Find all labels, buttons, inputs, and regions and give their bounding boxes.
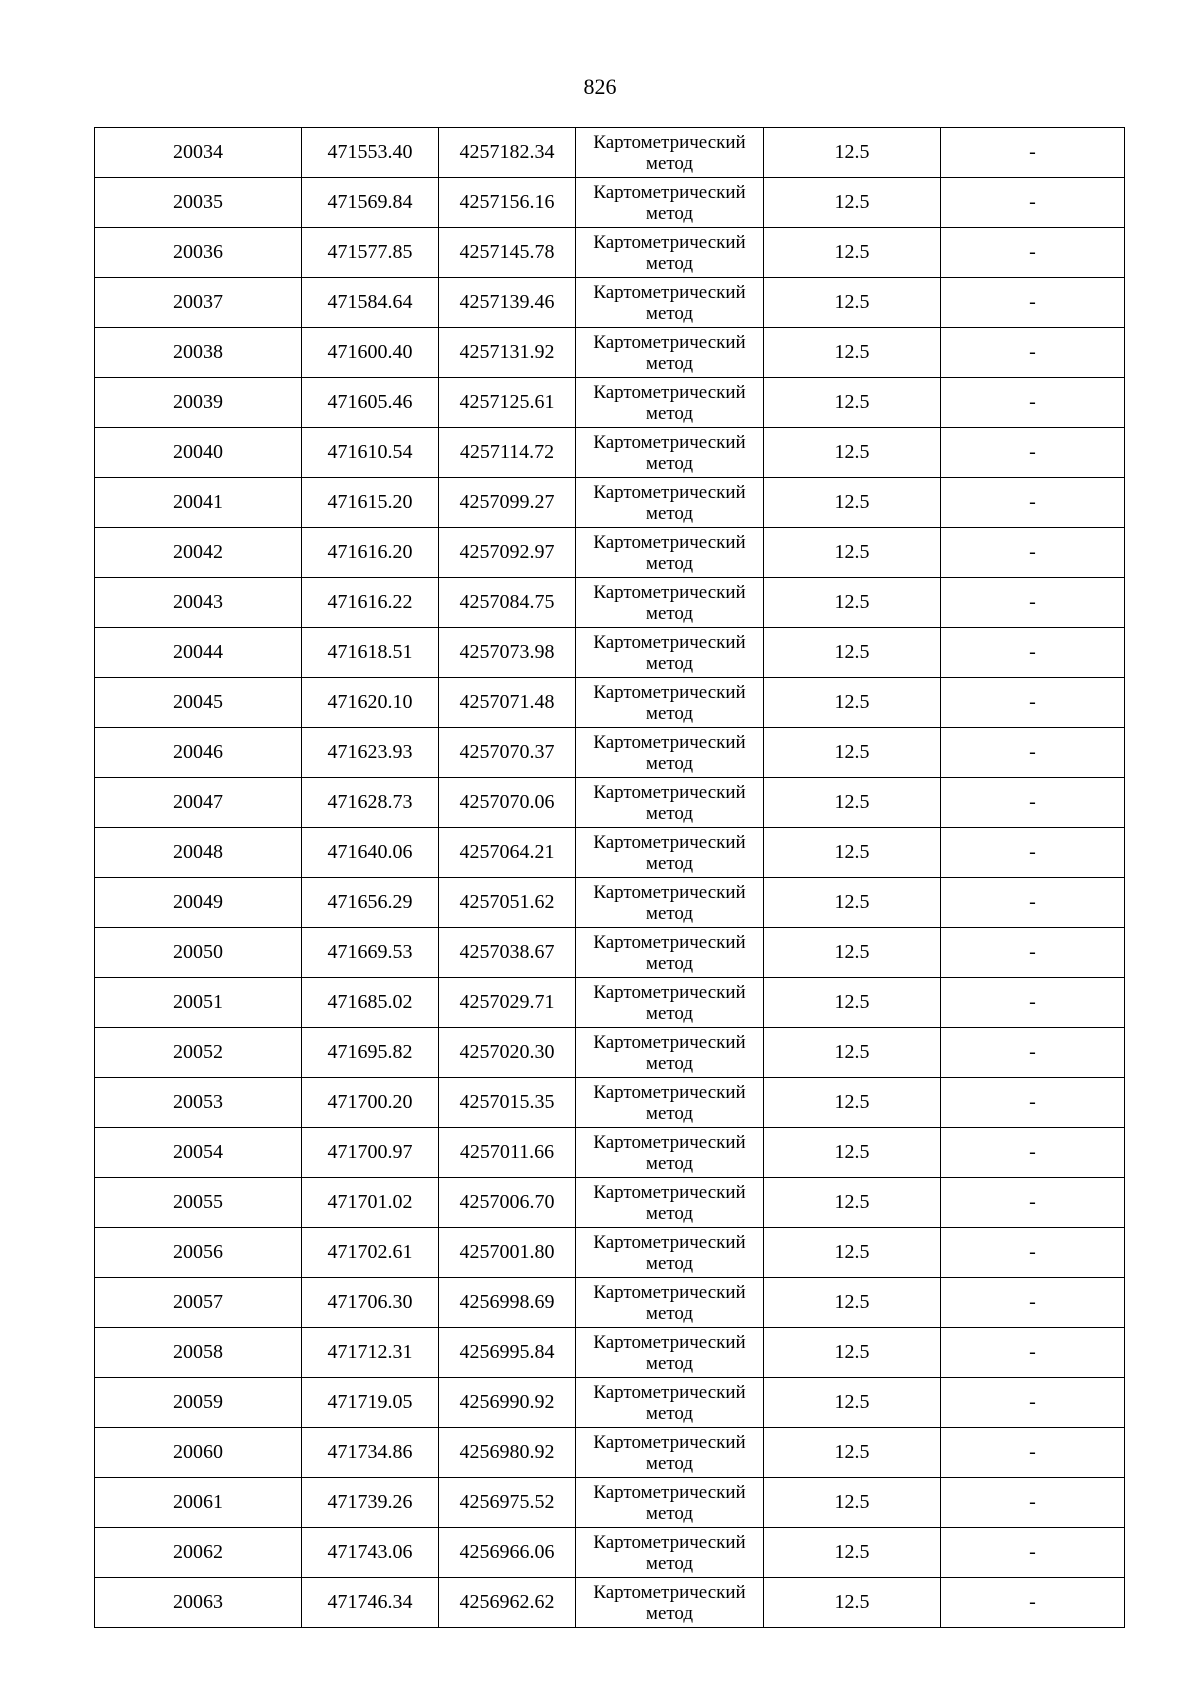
- x-coordinate-cell: 471712.31: [302, 1328, 439, 1378]
- note-cell: -: [941, 428, 1125, 478]
- point-id-cell: 20061: [95, 1478, 302, 1528]
- y-coordinate-cell: 4257071.48: [439, 678, 576, 728]
- note-cell: -: [941, 128, 1125, 178]
- method-cell: [576, 1478, 764, 1528]
- table-row: [95, 1028, 1125, 1078]
- point-id-cell: 20047: [95, 778, 302, 828]
- table-row: [95, 478, 1125, 528]
- table-row: [95, 1478, 1125, 1528]
- point-id-cell: 20041: [95, 478, 302, 528]
- method-cell: [576, 1428, 764, 1478]
- x-coordinate-cell: 471600.40: [302, 328, 439, 378]
- method-cell: [576, 378, 764, 428]
- y-coordinate-cell: 4257011.66: [439, 1128, 576, 1178]
- note-cell: -: [941, 578, 1125, 628]
- accuracy-cell: 12.5: [764, 928, 941, 978]
- note-cell: -: [941, 378, 1125, 428]
- table-row: [95, 1128, 1125, 1178]
- point-id-cell: 20037: [95, 278, 302, 328]
- accuracy-cell: 12.5: [764, 1078, 941, 1128]
- x-coordinate-cell: 471743.06: [302, 1528, 439, 1578]
- note-cell: -: [941, 1228, 1125, 1278]
- point-id-cell: 20056: [95, 1228, 302, 1278]
- point-id-cell: 20040: [95, 428, 302, 478]
- method-cell: [576, 1378, 764, 1428]
- y-coordinate-cell: 4257139.46: [439, 278, 576, 328]
- method-cell: [576, 1278, 764, 1328]
- table-row: [95, 1278, 1125, 1328]
- y-coordinate-cell: 4257182.34: [439, 128, 576, 178]
- coordinates-table: [94, 127, 1125, 1628]
- x-coordinate-cell: 471669.53: [302, 928, 439, 978]
- accuracy-cell: 12.5: [764, 1378, 941, 1428]
- point-id-cell: 20045: [95, 678, 302, 728]
- y-coordinate-cell: 4257051.62: [439, 878, 576, 928]
- accuracy-cell: 12.5: [764, 528, 941, 578]
- method-cell: [576, 728, 764, 778]
- table-row: [95, 878, 1125, 928]
- method-line-2: метод: [645, 302, 694, 324]
- accuracy-cell: 12.5: [764, 1328, 941, 1378]
- point-id-cell: 20053: [95, 1078, 302, 1128]
- table-row: [95, 628, 1125, 678]
- point-id-cell: 20050: [95, 928, 302, 978]
- table-row: [95, 1378, 1125, 1428]
- x-coordinate-cell: 471734.86: [302, 1428, 439, 1478]
- y-coordinate-cell: 4257156.16: [439, 178, 576, 228]
- point-id-cell: 20062: [95, 1528, 302, 1578]
- method-cell: [576, 1078, 764, 1128]
- y-coordinate-cell: 4257070.06: [439, 778, 576, 828]
- x-coordinate-cell: 471719.05: [302, 1378, 439, 1428]
- method-line-1: Картометрический: [593, 781, 746, 803]
- y-coordinate-cell: 4256962.62: [439, 1578, 576, 1628]
- table-row: [95, 428, 1125, 478]
- accuracy-cell: 12.5: [764, 128, 941, 178]
- table-body: [95, 128, 1125, 1628]
- note-cell: -: [941, 1078, 1125, 1128]
- note-cell: -: [941, 528, 1125, 578]
- table-row: [95, 778, 1125, 828]
- x-coordinate-cell: 471605.46: [302, 378, 439, 428]
- method-line-2: метод: [645, 1102, 694, 1124]
- note-cell: -: [941, 778, 1125, 828]
- note-cell: -: [941, 1178, 1125, 1228]
- method-cell: [576, 628, 764, 678]
- method-line-2: метод: [645, 702, 694, 724]
- accuracy-cell: 12.5: [764, 1528, 941, 1578]
- method-line-2: метод: [645, 1152, 694, 1174]
- table-row: [95, 378, 1125, 428]
- accuracy-cell: 12.5: [764, 578, 941, 628]
- method-line-1: Картометрический: [593, 1381, 746, 1403]
- table-row: [95, 1578, 1125, 1628]
- y-coordinate-cell: 4257038.67: [439, 928, 576, 978]
- accuracy-cell: 12.5: [764, 978, 941, 1028]
- point-id-cell: 20038: [95, 328, 302, 378]
- method-line-2: метод: [645, 1002, 694, 1024]
- x-coordinate-cell: 471610.54: [302, 428, 439, 478]
- y-coordinate-cell: 4257001.80: [439, 1228, 576, 1278]
- method-line-1: Картометрический: [593, 381, 746, 403]
- method-cell: [576, 1328, 764, 1378]
- point-id-cell: 20042: [95, 528, 302, 578]
- point-id-cell: 20051: [95, 978, 302, 1028]
- accuracy-cell: 12.5: [764, 1028, 941, 1078]
- method-line-1: Картометрический: [593, 1031, 746, 1053]
- accuracy-cell: 12.5: [764, 1578, 941, 1628]
- x-coordinate-cell: 471618.51: [302, 628, 439, 678]
- note-cell: -: [941, 1378, 1125, 1428]
- x-coordinate-cell: 471616.20: [302, 528, 439, 578]
- point-id-cell: 20043: [95, 578, 302, 628]
- accuracy-cell: 12.5: [764, 428, 941, 478]
- method-line-1: Картометрический: [593, 531, 746, 553]
- y-coordinate-cell: 4256990.92: [439, 1378, 576, 1428]
- x-coordinate-cell: 471700.97: [302, 1128, 439, 1178]
- x-coordinate-cell: 471640.06: [302, 828, 439, 878]
- point-id-cell: 20035: [95, 178, 302, 228]
- x-coordinate-cell: 471584.64: [302, 278, 439, 328]
- table-row: [95, 228, 1125, 278]
- note-cell: -: [941, 1028, 1125, 1078]
- method-cell: [576, 1578, 764, 1628]
- method-line-1: Картометрический: [593, 681, 746, 703]
- table-row: [95, 328, 1125, 378]
- x-coordinate-cell: 471569.84: [302, 178, 439, 228]
- method-line-2: метод: [645, 1202, 694, 1224]
- accuracy-cell: 12.5: [764, 1278, 941, 1328]
- method-line-2: метод: [645, 602, 694, 624]
- y-coordinate-cell: 4256966.06: [439, 1528, 576, 1578]
- method-line-1: Картометрический: [593, 631, 746, 653]
- point-id-cell: 20055: [95, 1178, 302, 1228]
- method-cell: [576, 878, 764, 928]
- x-coordinate-cell: 471695.82: [302, 1028, 439, 1078]
- table-row: [95, 978, 1125, 1028]
- x-coordinate-cell: 471577.85: [302, 228, 439, 278]
- method-cell: [576, 978, 764, 1028]
- note-cell: -: [941, 928, 1125, 978]
- method-line-2: метод: [645, 1502, 694, 1524]
- accuracy-cell: 12.5: [764, 678, 941, 728]
- point-id-cell: 20039: [95, 378, 302, 428]
- method-line-2: метод: [645, 402, 694, 424]
- y-coordinate-cell: 4257114.72: [439, 428, 576, 478]
- note-cell: -: [941, 228, 1125, 278]
- note-cell: -: [941, 1428, 1125, 1478]
- method-cell: [576, 1178, 764, 1228]
- y-coordinate-cell: 4257099.27: [439, 478, 576, 528]
- note-cell: -: [941, 978, 1125, 1028]
- method-line-1: Картометрический: [593, 431, 746, 453]
- point-id-cell: 20057: [95, 1278, 302, 1328]
- x-coordinate-cell: 471615.20: [302, 478, 439, 528]
- table-row: [95, 828, 1125, 878]
- x-coordinate-cell: 471700.20: [302, 1078, 439, 1128]
- table-row: [95, 928, 1125, 978]
- point-id-cell: 20052: [95, 1028, 302, 1078]
- accuracy-cell: 12.5: [764, 378, 941, 428]
- method-line-1: Картометрический: [593, 881, 746, 903]
- method-cell: [576, 678, 764, 728]
- y-coordinate-cell: 4256998.69: [439, 1278, 576, 1328]
- method-line-1: Картометрический: [593, 981, 746, 1003]
- y-coordinate-cell: 4257145.78: [439, 228, 576, 278]
- accuracy-cell: 12.5: [764, 728, 941, 778]
- x-coordinate-cell: 471656.29: [302, 878, 439, 928]
- method-line-1: Картометрический: [593, 231, 746, 253]
- method-line-2: метод: [645, 952, 694, 974]
- method-line-2: метод: [645, 1552, 694, 1574]
- method-line-2: метод: [645, 852, 694, 874]
- method-line-1: Картометрический: [593, 581, 746, 603]
- note-cell: -: [941, 1128, 1125, 1178]
- method-line-1: Картометрический: [593, 281, 746, 303]
- method-cell: [576, 328, 764, 378]
- method-line-2: метод: [645, 552, 694, 574]
- method-line-1: Картометрический: [593, 1081, 746, 1103]
- y-coordinate-cell: 4256995.84: [439, 1328, 576, 1378]
- table-row: [95, 278, 1125, 328]
- x-coordinate-cell: 471739.26: [302, 1478, 439, 1528]
- method-line-2: метод: [645, 1452, 694, 1474]
- method-line-2: метод: [645, 1052, 694, 1074]
- table-row: [95, 678, 1125, 728]
- page-number: 826: [583, 74, 617, 99]
- accuracy-cell: 12.5: [764, 628, 941, 678]
- method-cell: [576, 478, 764, 528]
- note-cell: -: [941, 1278, 1125, 1328]
- table-row: [95, 578, 1125, 628]
- method-line-2: метод: [645, 1402, 694, 1424]
- x-coordinate-cell: 471706.30: [302, 1278, 439, 1328]
- method-line-1: Картометрический: [593, 1581, 746, 1603]
- accuracy-cell: 12.5: [764, 878, 941, 928]
- accuracy-cell: 12.5: [764, 778, 941, 828]
- y-coordinate-cell: 4257092.97: [439, 528, 576, 578]
- y-coordinate-cell: 4257084.75: [439, 578, 576, 628]
- method-line-1: Картометрический: [593, 731, 746, 753]
- method-line-1: Картометрический: [593, 1331, 746, 1353]
- note-cell: -: [941, 728, 1125, 778]
- table-row: [95, 1328, 1125, 1378]
- note-cell: -: [941, 278, 1125, 328]
- method-line-2: метод: [645, 152, 694, 174]
- note-cell: -: [941, 478, 1125, 528]
- method-cell: [576, 278, 764, 328]
- point-id-cell: 20054: [95, 1128, 302, 1178]
- method-line-1: Картометрический: [593, 181, 746, 203]
- method-cell: [576, 778, 764, 828]
- method-line-2: метод: [645, 1252, 694, 1274]
- point-id-cell: 20063: [95, 1578, 302, 1628]
- method-line-1: Картометрический: [593, 1131, 746, 1153]
- note-cell: -: [941, 328, 1125, 378]
- y-coordinate-cell: 4257131.92: [439, 328, 576, 378]
- table-row: [95, 1078, 1125, 1128]
- x-coordinate-cell: 471623.93: [302, 728, 439, 778]
- method-line-2: метод: [645, 902, 694, 924]
- y-coordinate-cell: 4257064.21: [439, 828, 576, 878]
- y-coordinate-cell: 4256980.92: [439, 1428, 576, 1478]
- y-coordinate-cell: 4257006.70: [439, 1178, 576, 1228]
- method-line-1: Картометрический: [593, 931, 746, 953]
- method-cell: [576, 1528, 764, 1578]
- method-line-1: Картометрический: [593, 1281, 746, 1303]
- method-line-2: метод: [645, 1352, 694, 1374]
- accuracy-cell: 12.5: [764, 1428, 941, 1478]
- y-coordinate-cell: 4257070.37: [439, 728, 576, 778]
- point-id-cell: 20059: [95, 1378, 302, 1428]
- method-cell: [576, 528, 764, 578]
- accuracy-cell: 12.5: [764, 1228, 941, 1278]
- y-coordinate-cell: 4257020.30: [439, 1028, 576, 1078]
- table-row: [95, 528, 1125, 578]
- method-cell: [576, 928, 764, 978]
- method-cell: [576, 128, 764, 178]
- note-cell: -: [941, 1478, 1125, 1528]
- method-line-1: Картометрический: [593, 831, 746, 853]
- accuracy-cell: 12.5: [764, 1178, 941, 1228]
- accuracy-cell: 12.5: [764, 228, 941, 278]
- y-coordinate-cell: 4256975.52: [439, 1478, 576, 1528]
- point-id-cell: 20048: [95, 828, 302, 878]
- x-coordinate-cell: 471702.61: [302, 1228, 439, 1278]
- y-coordinate-cell: 4257125.61: [439, 378, 576, 428]
- y-coordinate-cell: 4257073.98: [439, 628, 576, 678]
- table-row: [95, 128, 1125, 178]
- x-coordinate-cell: 471746.34: [302, 1578, 439, 1628]
- method-cell: [576, 1228, 764, 1278]
- accuracy-cell: 12.5: [764, 178, 941, 228]
- accuracy-cell: 12.5: [764, 1128, 941, 1178]
- method-line-2: метод: [645, 202, 694, 224]
- note-cell: -: [941, 628, 1125, 678]
- point-id-cell: 20046: [95, 728, 302, 778]
- note-cell: -: [941, 1528, 1125, 1578]
- table-row: [95, 1428, 1125, 1478]
- table-row: [95, 1528, 1125, 1578]
- table-row: [95, 728, 1125, 778]
- point-id-cell: 20049: [95, 878, 302, 928]
- method-cell: [576, 1028, 764, 1078]
- point-id-cell: 20034: [95, 128, 302, 178]
- method-line-2: метод: [645, 1302, 694, 1324]
- method-cell: [576, 578, 764, 628]
- method-cell: [576, 428, 764, 478]
- table-row: [95, 1178, 1125, 1228]
- accuracy-cell: 12.5: [764, 278, 941, 328]
- method-line-1: Картометрический: [593, 131, 746, 153]
- method-line-1: Картометрический: [593, 1431, 746, 1453]
- method-line-2: метод: [645, 652, 694, 674]
- method-cell: [576, 178, 764, 228]
- accuracy-cell: 12.5: [764, 1478, 941, 1528]
- x-coordinate-cell: 471701.02: [302, 1178, 439, 1228]
- accuracy-cell: 12.5: [764, 328, 941, 378]
- method-cell: [576, 1128, 764, 1178]
- method-line-1: Картометрический: [593, 1481, 746, 1503]
- method-line-2: метод: [645, 502, 694, 524]
- note-cell: -: [941, 1328, 1125, 1378]
- method-line-2: метод: [645, 352, 694, 374]
- point-id-cell: 20036: [95, 228, 302, 278]
- note-cell: -: [941, 678, 1125, 728]
- x-coordinate-cell: 471685.02: [302, 978, 439, 1028]
- point-id-cell: 20044: [95, 628, 302, 678]
- x-coordinate-cell: 471628.73: [302, 778, 439, 828]
- method-cell: [576, 828, 764, 878]
- y-coordinate-cell: 4257015.35: [439, 1078, 576, 1128]
- method-line-1: Картометрический: [593, 1181, 746, 1203]
- point-id-cell: 20060: [95, 1428, 302, 1478]
- table-row: [95, 178, 1125, 228]
- point-id-cell: 20058: [95, 1328, 302, 1378]
- method-line-2: метод: [645, 1602, 694, 1624]
- method-line-1: Картометрический: [593, 1531, 746, 1553]
- method-line-2: метод: [645, 452, 694, 474]
- accuracy-cell: 12.5: [764, 478, 941, 528]
- accuracy-cell: 12.5: [764, 828, 941, 878]
- table-row: [95, 1228, 1125, 1278]
- x-coordinate-cell: 471616.22: [302, 578, 439, 628]
- x-coordinate-cell: 471620.10: [302, 678, 439, 728]
- note-cell: -: [941, 828, 1125, 878]
- method-line-1: Картометрический: [593, 331, 746, 353]
- method-line-1: Картометрический: [593, 481, 746, 503]
- note-cell: -: [941, 1578, 1125, 1628]
- method-line-2: метод: [645, 252, 694, 274]
- note-cell: -: [941, 878, 1125, 928]
- x-coordinate-cell: 471553.40: [302, 128, 439, 178]
- method-line-2: метод: [645, 802, 694, 824]
- method-line-2: метод: [645, 752, 694, 774]
- y-coordinate-cell: 4257029.71: [439, 978, 576, 1028]
- note-cell: -: [941, 178, 1125, 228]
- method-cell: [576, 228, 764, 278]
- method-line-1: Картометрический: [593, 1231, 746, 1253]
